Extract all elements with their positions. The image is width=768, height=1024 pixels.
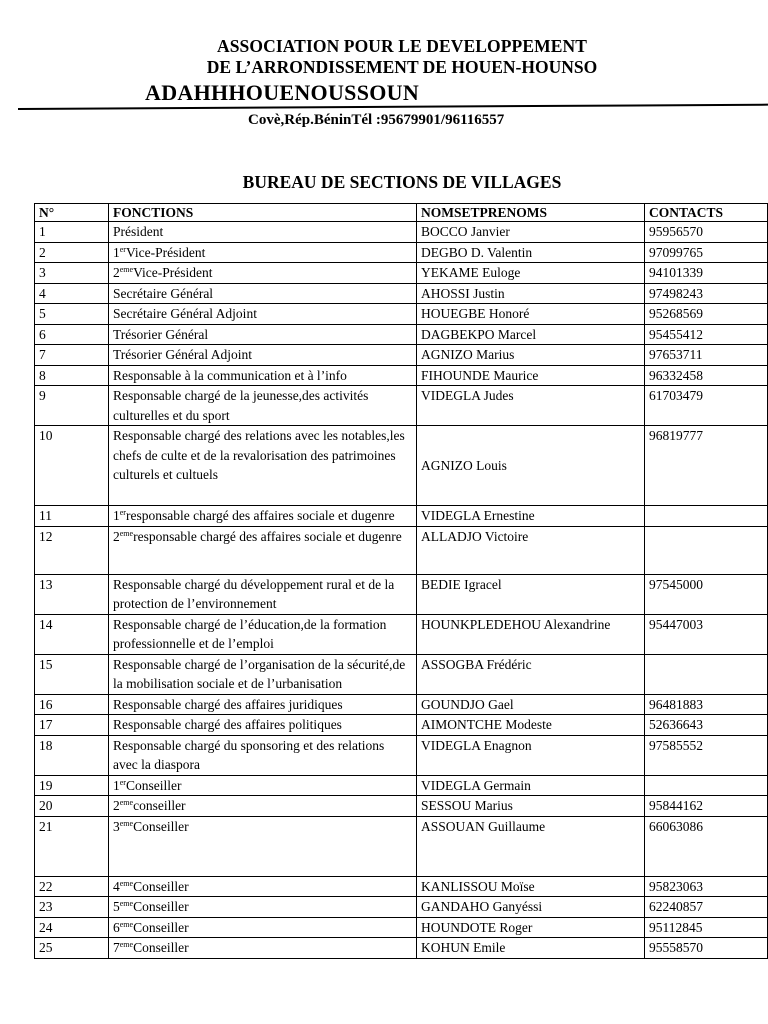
function-text: Conseiller: [133, 878, 189, 894]
row-contact: [645, 526, 768, 574]
function-text: responsable chargé des affaires sociale et dugenre: [125, 508, 395, 523]
table-row: [35, 796, 768, 817]
table-row: [35, 654, 768, 694]
column-header-names: NOMSETPRENOMS: [417, 204, 645, 222]
ordinal-suffix: eme: [119, 798, 134, 807]
row-function: [109, 283, 417, 304]
row-function: [109, 938, 417, 959]
function-text: responsable chargé des affaires sociale et dugenre: [133, 528, 402, 544]
table-row: [35, 263, 768, 284]
row-number: 9: [35, 386, 109, 426]
row-number: 13: [35, 574, 109, 614]
row-number: 8: [35, 365, 109, 386]
function-text: Responsable chargé du développement rural et de la protection de l’environnement: [113, 576, 395, 611]
table-row: [35, 897, 768, 918]
row-contact: [645, 654, 768, 694]
row-number: 20: [35, 796, 109, 817]
row-number: 17: [35, 715, 109, 736]
row-name: ALLADJO Victoire: [417, 526, 645, 574]
function-text: Vice-Président: [133, 265, 213, 280]
function-text: Responsable chargé des affaires juridiques: [113, 696, 343, 712]
ordinal-suffix: eme: [119, 940, 134, 949]
row-number: 10: [35, 426, 109, 506]
ordinal-prefix: 1er: [113, 777, 126, 793]
row-name: HOUNDOTE Roger: [417, 917, 645, 938]
table-row: [35, 283, 768, 304]
row-name: HOUNKPLEDEHOU Alexandrine: [417, 614, 645, 654]
row-name: ASSOGBA Frédéric: [417, 654, 645, 694]
row-number: 12: [35, 526, 109, 574]
row-contact: 96332458: [645, 365, 768, 386]
table-row: [35, 614, 768, 654]
row-contact: 95447003: [645, 614, 768, 654]
row-contact: 94101339: [645, 263, 768, 284]
row-number: 22: [35, 876, 109, 897]
row-contact: 95112845: [645, 917, 768, 938]
function-text: Conseiller: [125, 777, 182, 793]
row-function: [109, 897, 417, 918]
table-row: [35, 816, 768, 876]
row-contact: 95956570: [645, 222, 768, 243]
ordinal-prefix: 2eme: [113, 798, 134, 813]
row-number: 1: [35, 222, 109, 243]
row-function: [109, 222, 417, 243]
function-text: Conseiller: [133, 940, 189, 955]
row-contact: 66063086: [645, 816, 768, 876]
row-number: 6: [35, 324, 109, 345]
table-row: [35, 304, 768, 325]
ordinal-suffix: eme: [119, 919, 134, 929]
row-name: HOUEGBE Honoré: [417, 304, 645, 325]
row-function: [109, 426, 417, 506]
row-name: BEDIE Igracel: [417, 574, 645, 614]
row-name: DEGBO D. Valentin: [417, 242, 645, 263]
ordinal-suffix: er: [119, 244, 126, 254]
row-contact: 97099765: [645, 242, 768, 263]
table-row: [35, 735, 768, 775]
row-contact: 62240857: [645, 897, 768, 918]
column-header-number: N°: [35, 204, 109, 222]
table-row: [35, 242, 768, 263]
row-function: [109, 694, 417, 715]
row-number: 2: [35, 242, 109, 263]
table-row: [35, 876, 768, 897]
function-text: Responsable chargé de la jeunesse,des activités culturelles et du sport: [113, 388, 369, 423]
ordinal-prefix: 1er: [113, 508, 126, 523]
row-name: KOHUN Emile: [417, 938, 645, 959]
function-text: Conseiller: [133, 899, 189, 914]
row-name: KANLISSOU Moïse: [417, 876, 645, 897]
ordinal-suffix: eme: [119, 818, 134, 828]
row-name: GOUNDJO Gael: [417, 694, 645, 715]
row-contact: 61703479: [645, 386, 768, 426]
bureau-table: [34, 203, 768, 959]
ordinal-prefix: 1er: [113, 244, 126, 260]
row-name: BOCCO Janvier: [417, 222, 645, 243]
table-row: [35, 365, 768, 386]
row-function: [109, 526, 417, 574]
ordinal-prefix: 2eme: [113, 528, 134, 544]
row-number: 7: [35, 345, 109, 366]
row-function: [109, 876, 417, 897]
association-name-line1: ASSOCIATION POUR LE DEVELOPPEMENT: [216, 36, 588, 56]
association-name-line2: DE L’ARRONDISSEMENT DE HOUEN-HOUNSO: [206, 57, 598, 77]
row-name: ASSOUAN Guillaume: [417, 816, 645, 876]
row-name: VIDEGLA Ernestine: [417, 506, 645, 527]
row-number: 11: [35, 506, 109, 527]
row-number: 5: [35, 304, 109, 325]
row-function: [109, 917, 417, 938]
function-text: Conseiller: [133, 919, 189, 935]
function-text: Secrétaire Général Adjoint: [113, 306, 257, 321]
table-row: [35, 506, 768, 527]
row-name: AGNIZO Louis: [417, 426, 645, 506]
row-function: [109, 816, 417, 876]
document-title: BUREAU DE SECTIONS DE VILLAGES: [242, 172, 562, 192]
row-name: AIMONTCHE Modeste: [417, 715, 645, 736]
row-contact: 96481883: [645, 694, 768, 715]
row-function: [109, 365, 417, 386]
table-row: [35, 775, 768, 796]
row-contact: 95823063: [645, 876, 768, 897]
row-name: GANDAHO Ganyéssi: [417, 897, 645, 918]
row-function: [109, 242, 417, 263]
row-function: [109, 304, 417, 325]
row-function: [109, 715, 417, 736]
function-text: Responsable chargé du sponsoring et des relations avec la diaspora: [113, 737, 385, 772]
row-name: DAGBEKPO Marcel: [417, 324, 645, 345]
row-function: [109, 574, 417, 614]
table-row: [35, 694, 768, 715]
table-row: [35, 426, 768, 506]
function-text: Trésorier Général: [113, 326, 209, 342]
row-number: 24: [35, 917, 109, 938]
row-function: [109, 614, 417, 654]
ordinal-suffix: eme: [119, 528, 134, 538]
column-header-contacts: CONTACTS: [645, 204, 768, 222]
ordinal-prefix: 7eme: [113, 940, 134, 955]
table-row: [35, 222, 768, 243]
row-number: 25: [35, 938, 109, 959]
function-text: Responsable chargé de l’éducation,de la formation professionnelle et de l’emploi: [113, 616, 387, 651]
row-function: [109, 345, 417, 366]
row-function: [109, 506, 417, 527]
row-number: 3: [35, 263, 109, 284]
row-contact: 95558570: [645, 938, 768, 959]
row-contact: 97498243: [645, 283, 768, 304]
column-header-functions: FONCTIONS: [109, 204, 417, 222]
table-header-row: [35, 204, 768, 222]
ordinal-suffix: eme: [119, 878, 134, 888]
function-text: Responsable chargé des relations avec les notables,les chefs de culte et de la revalorisation des patrimoines culturels et cultuels: [113, 428, 405, 482]
function-text: Responsable à la communication et à l’info: [113, 367, 347, 383]
association-acronym: ADAHHHOUENOUSSOUN: [145, 80, 420, 105]
table-row: [35, 917, 768, 938]
row-function: [109, 324, 417, 345]
row-contact: 95455412: [645, 324, 768, 345]
row-function: [109, 263, 417, 284]
ordinal-prefix: 6eme: [113, 919, 134, 935]
row-name: SESSOU Marius: [417, 796, 645, 817]
row-name: AHOSSI Justin: [417, 283, 645, 304]
ordinal-prefix: 5eme: [113, 899, 134, 914]
function-text: conseiller: [133, 798, 186, 813]
association-contact: Covè,Rép.BéninTél :95679901/96116557: [248, 112, 505, 128]
row-number: 18: [35, 735, 109, 775]
row-function: [109, 386, 417, 426]
row-name: VIDEGLA Germain: [417, 775, 645, 796]
row-contact: 96819777: [645, 426, 768, 506]
row-contact: 52636643: [645, 715, 768, 736]
row-function: [109, 796, 417, 817]
row-name: VIDEGLA Judes: [417, 386, 645, 426]
function-text: Responsable chargé de l’organisation de la sécurité,de la mobilisation sociale et de l’urbanisation: [113, 656, 406, 691]
row-function: [109, 735, 417, 775]
row-name: VIDEGLA Enagnon: [417, 735, 645, 775]
ordinal-prefix: 3eme: [113, 818, 134, 834]
row-name: AGNIZO Marius: [417, 345, 645, 366]
row-contact: [645, 775, 768, 796]
row-number: 15: [35, 654, 109, 694]
row-contact: 95268569: [645, 304, 768, 325]
function-text: Vice-Président: [125, 244, 206, 260]
ordinal-suffix: eme: [119, 265, 134, 274]
table-row: [35, 526, 768, 574]
row-number: 14: [35, 614, 109, 654]
row-number: 16: [35, 694, 109, 715]
row-number: 21: [35, 816, 109, 876]
function-text: Président: [113, 224, 164, 239]
function-text: Conseiller: [133, 818, 189, 834]
ordinal-prefix: 2eme: [113, 265, 134, 280]
function-text: Trésorier Général Adjoint: [113, 347, 252, 362]
row-contact: 95844162: [645, 796, 768, 817]
ordinal-suffix: er: [119, 777, 126, 787]
table-row: [35, 574, 768, 614]
table-row: [35, 938, 768, 959]
ordinal-suffix: eme: [119, 899, 134, 908]
function-text: Responsable chargé des affaires politiques: [113, 717, 342, 732]
row-name: FIHOUNDE Maurice: [417, 365, 645, 386]
row-contact: 97545000: [645, 574, 768, 614]
ordinal-suffix: er: [119, 508, 126, 517]
row-name: YEKAME Euloge: [417, 263, 645, 284]
row-number: 23: [35, 897, 109, 918]
row-contact: 97653711: [645, 345, 768, 366]
table-row: [35, 324, 768, 345]
row-function: [109, 775, 417, 796]
table-row: [35, 715, 768, 736]
ordinal-prefix: 4eme: [113, 878, 134, 894]
table-row: [35, 345, 768, 366]
row-contact: [645, 506, 768, 527]
row-function: [109, 654, 417, 694]
row-number: 19: [35, 775, 109, 796]
function-text: Secrétaire Général: [113, 285, 214, 301]
table-row: [35, 386, 768, 426]
row-contact: 97585552: [645, 735, 768, 775]
row-number: 4: [35, 283, 109, 304]
